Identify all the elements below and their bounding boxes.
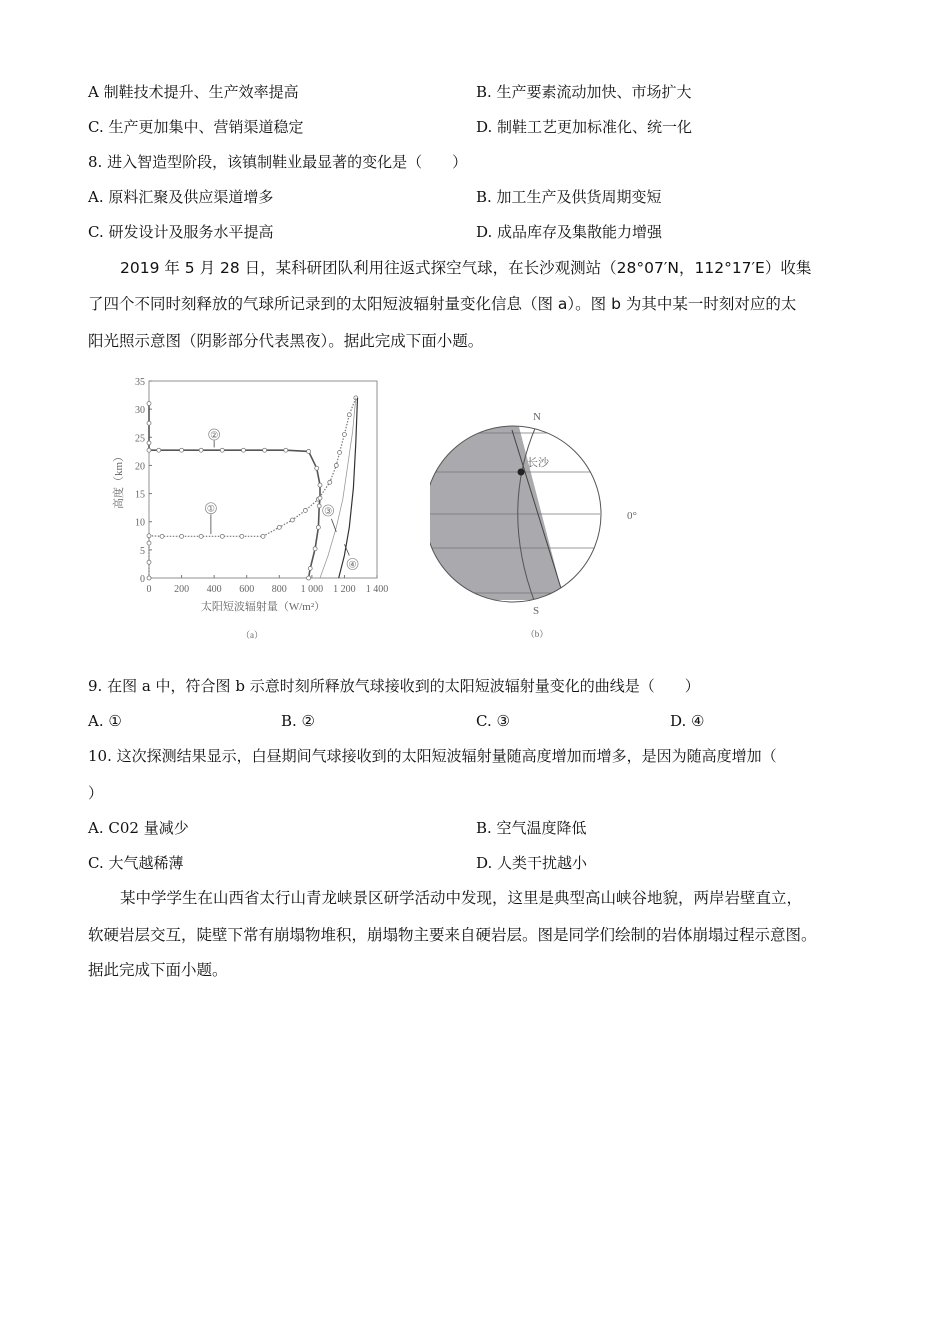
series-line-1: [149, 398, 356, 578]
data-point: [180, 534, 184, 538]
x-tick-label: 0: [146, 584, 152, 595]
night-shadow: [430, 400, 564, 600]
equator-label: 0°: [627, 510, 637, 522]
data-point: [261, 534, 265, 538]
data-point: [313, 547, 317, 551]
data-point: [342, 432, 346, 436]
q8-option-a: A. 原料汇聚及供应渠道增多: [88, 188, 274, 206]
intro1-line: 了四个不同时刻释放的气球所记录到的太阳短波辐射量变化信息（图 a）。图 b 为其中某一时刻对应的太: [88, 295, 797, 313]
data-point: [307, 576, 311, 580]
y-tick-label: 10: [135, 517, 145, 529]
data-point: [316, 525, 320, 529]
data-point: [220, 534, 224, 538]
intro2-line: 某中学学生在山西省太行山青龙峡景区研学活动中发现，这里是典型高山峡谷地貌，两岸岩壁直立，: [120, 889, 803, 907]
plot-frame: [149, 381, 377, 578]
data-point: [160, 534, 164, 538]
data-point: [147, 421, 151, 425]
data-point: [315, 466, 319, 470]
x-tick-label: 600: [239, 584, 255, 595]
data-point: [303, 508, 307, 512]
q10-option-c: C. 大气越稀薄: [88, 854, 184, 872]
intro2-line: 据此完成下面小题。: [88, 961, 228, 979]
label-arrow: [331, 519, 336, 532]
y-tick-label: 0: [140, 574, 145, 585]
data-point: [157, 448, 161, 452]
q10-option-a: A. C02 量减少: [88, 819, 189, 837]
data-point: [284, 448, 288, 452]
figure-b-caption: （b）: [525, 629, 549, 639]
x-tick-label: 800: [271, 584, 287, 595]
series-line-2: [149, 404, 320, 579]
data-point: [318, 483, 322, 487]
data-point: [318, 496, 322, 500]
data-point: [338, 450, 342, 454]
y-tick-label: 35: [135, 377, 145, 388]
x-tick-label: 200: [174, 584, 190, 595]
figure-b-globe: [430, 400, 660, 650]
changsha-dot: [518, 469, 525, 476]
series-line-3: [320, 398, 356, 578]
q8-option-d: D. 成品库存及集散能力增强: [476, 223, 663, 241]
q10-option-b: B. 空气温度降低: [476, 819, 587, 837]
y-tick-label: 15: [135, 489, 145, 501]
y-tick-label: 25: [135, 433, 145, 445]
q9-option-d: D. ④: [670, 712, 705, 730]
x-tick-label: 1 000: [300, 584, 324, 595]
q10-option-d: D. 人类干扰越小: [476, 854, 588, 872]
data-point: [317, 504, 321, 508]
figure-a-caption: （a）: [241, 630, 263, 640]
data-point: [241, 448, 245, 452]
q10-stem-cont: ）: [88, 784, 104, 802]
data-point: [147, 541, 151, 545]
q9-option-a: A. ①: [88, 712, 122, 730]
data-point: [147, 560, 151, 564]
y-tick-label: 30: [135, 405, 145, 417]
data-point: [307, 449, 311, 453]
data-point: [147, 441, 151, 445]
data-point: [290, 518, 294, 522]
data-point: [263, 448, 267, 452]
data-point: [147, 576, 151, 580]
q8-stem: 8. 进入智造型阶段，该镇制鞋业最显著的变化是（ ）: [88, 153, 468, 171]
intro2-line: 软硬岩层交互，陡壁下常有崩塌物堆积，崩塌物主要来自硬岩层。图是同学们绘制的岩体崩塌过程示意图。: [88, 926, 817, 944]
south-label: S: [532, 605, 540, 617]
data-point: [220, 448, 224, 452]
x-axis-label: 太阳短波辐射量（W/m²）: [200, 601, 326, 613]
x-tick-label: 400: [206, 584, 222, 595]
y-tick-label: 20: [135, 461, 145, 473]
q10-stem: 10. 这次探测结果显示，白昼期间气球接收到的太阳短波辐射量随高度增加而增多，是因为随高度增加（: [88, 747, 777, 765]
city-label: 长沙: [527, 457, 549, 469]
data-point: [199, 534, 203, 538]
figure-a-chart: [100, 370, 410, 650]
series-line-4: [339, 398, 358, 578]
x-tick-label: 1 400: [365, 584, 389, 595]
q9-option-c: C. ③: [476, 712, 510, 730]
y-axis-label: 高度（km）: [113, 450, 125, 510]
data-point: [147, 448, 151, 452]
q8-option-c: C. 研发设计及服务水平提高: [88, 223, 274, 241]
q7-option-a: A 制鞋技术提升、生产效率提高: [88, 83, 299, 101]
x-tick-label: 1 200: [333, 584, 356, 595]
north-label: N: [533, 411, 541, 423]
q8-option-b: B. 加工生产及供货周期变短: [476, 188, 662, 206]
intro1-line: 2019 年 5 月 28 日，某科研团队利用往返式探空气球，在长沙观测站（28°07′N，112°17′E）收集: [120, 259, 812, 277]
data-point: [308, 566, 312, 570]
series-label: ③: [324, 505, 333, 516]
data-point: [328, 480, 332, 484]
data-point: [240, 534, 244, 538]
q7-option-b: B. 生产要素流动加快、市场扩大: [476, 83, 692, 101]
data-point: [347, 413, 351, 417]
data-point: [277, 525, 281, 529]
y-tick-label: 5: [140, 545, 145, 557]
q7-option-d: D. 制鞋工艺更加标准化、统一化: [476, 118, 693, 136]
data-point: [334, 463, 338, 467]
q9-stem: 9. 在图 a 中，符合图 b 示意时刻所释放气球接收到的太阳短波辐射量变化的曲线是（ ）: [88, 677, 700, 695]
series-label: ②: [210, 429, 219, 440]
q7-option-c: C. 生产更加集中、营销渠道稳定: [88, 118, 304, 136]
intro1-line: 阳光照示意图（阴影部分代表黑夜）。据此完成下面小题。: [88, 332, 484, 350]
data-point: [199, 448, 203, 452]
q9-option-b: B. ②: [281, 712, 316, 730]
data-point: [180, 448, 184, 452]
series-label: ④: [348, 559, 357, 570]
series-label: ①: [206, 503, 215, 514]
data-point: [147, 534, 151, 538]
data-point: [147, 402, 151, 406]
